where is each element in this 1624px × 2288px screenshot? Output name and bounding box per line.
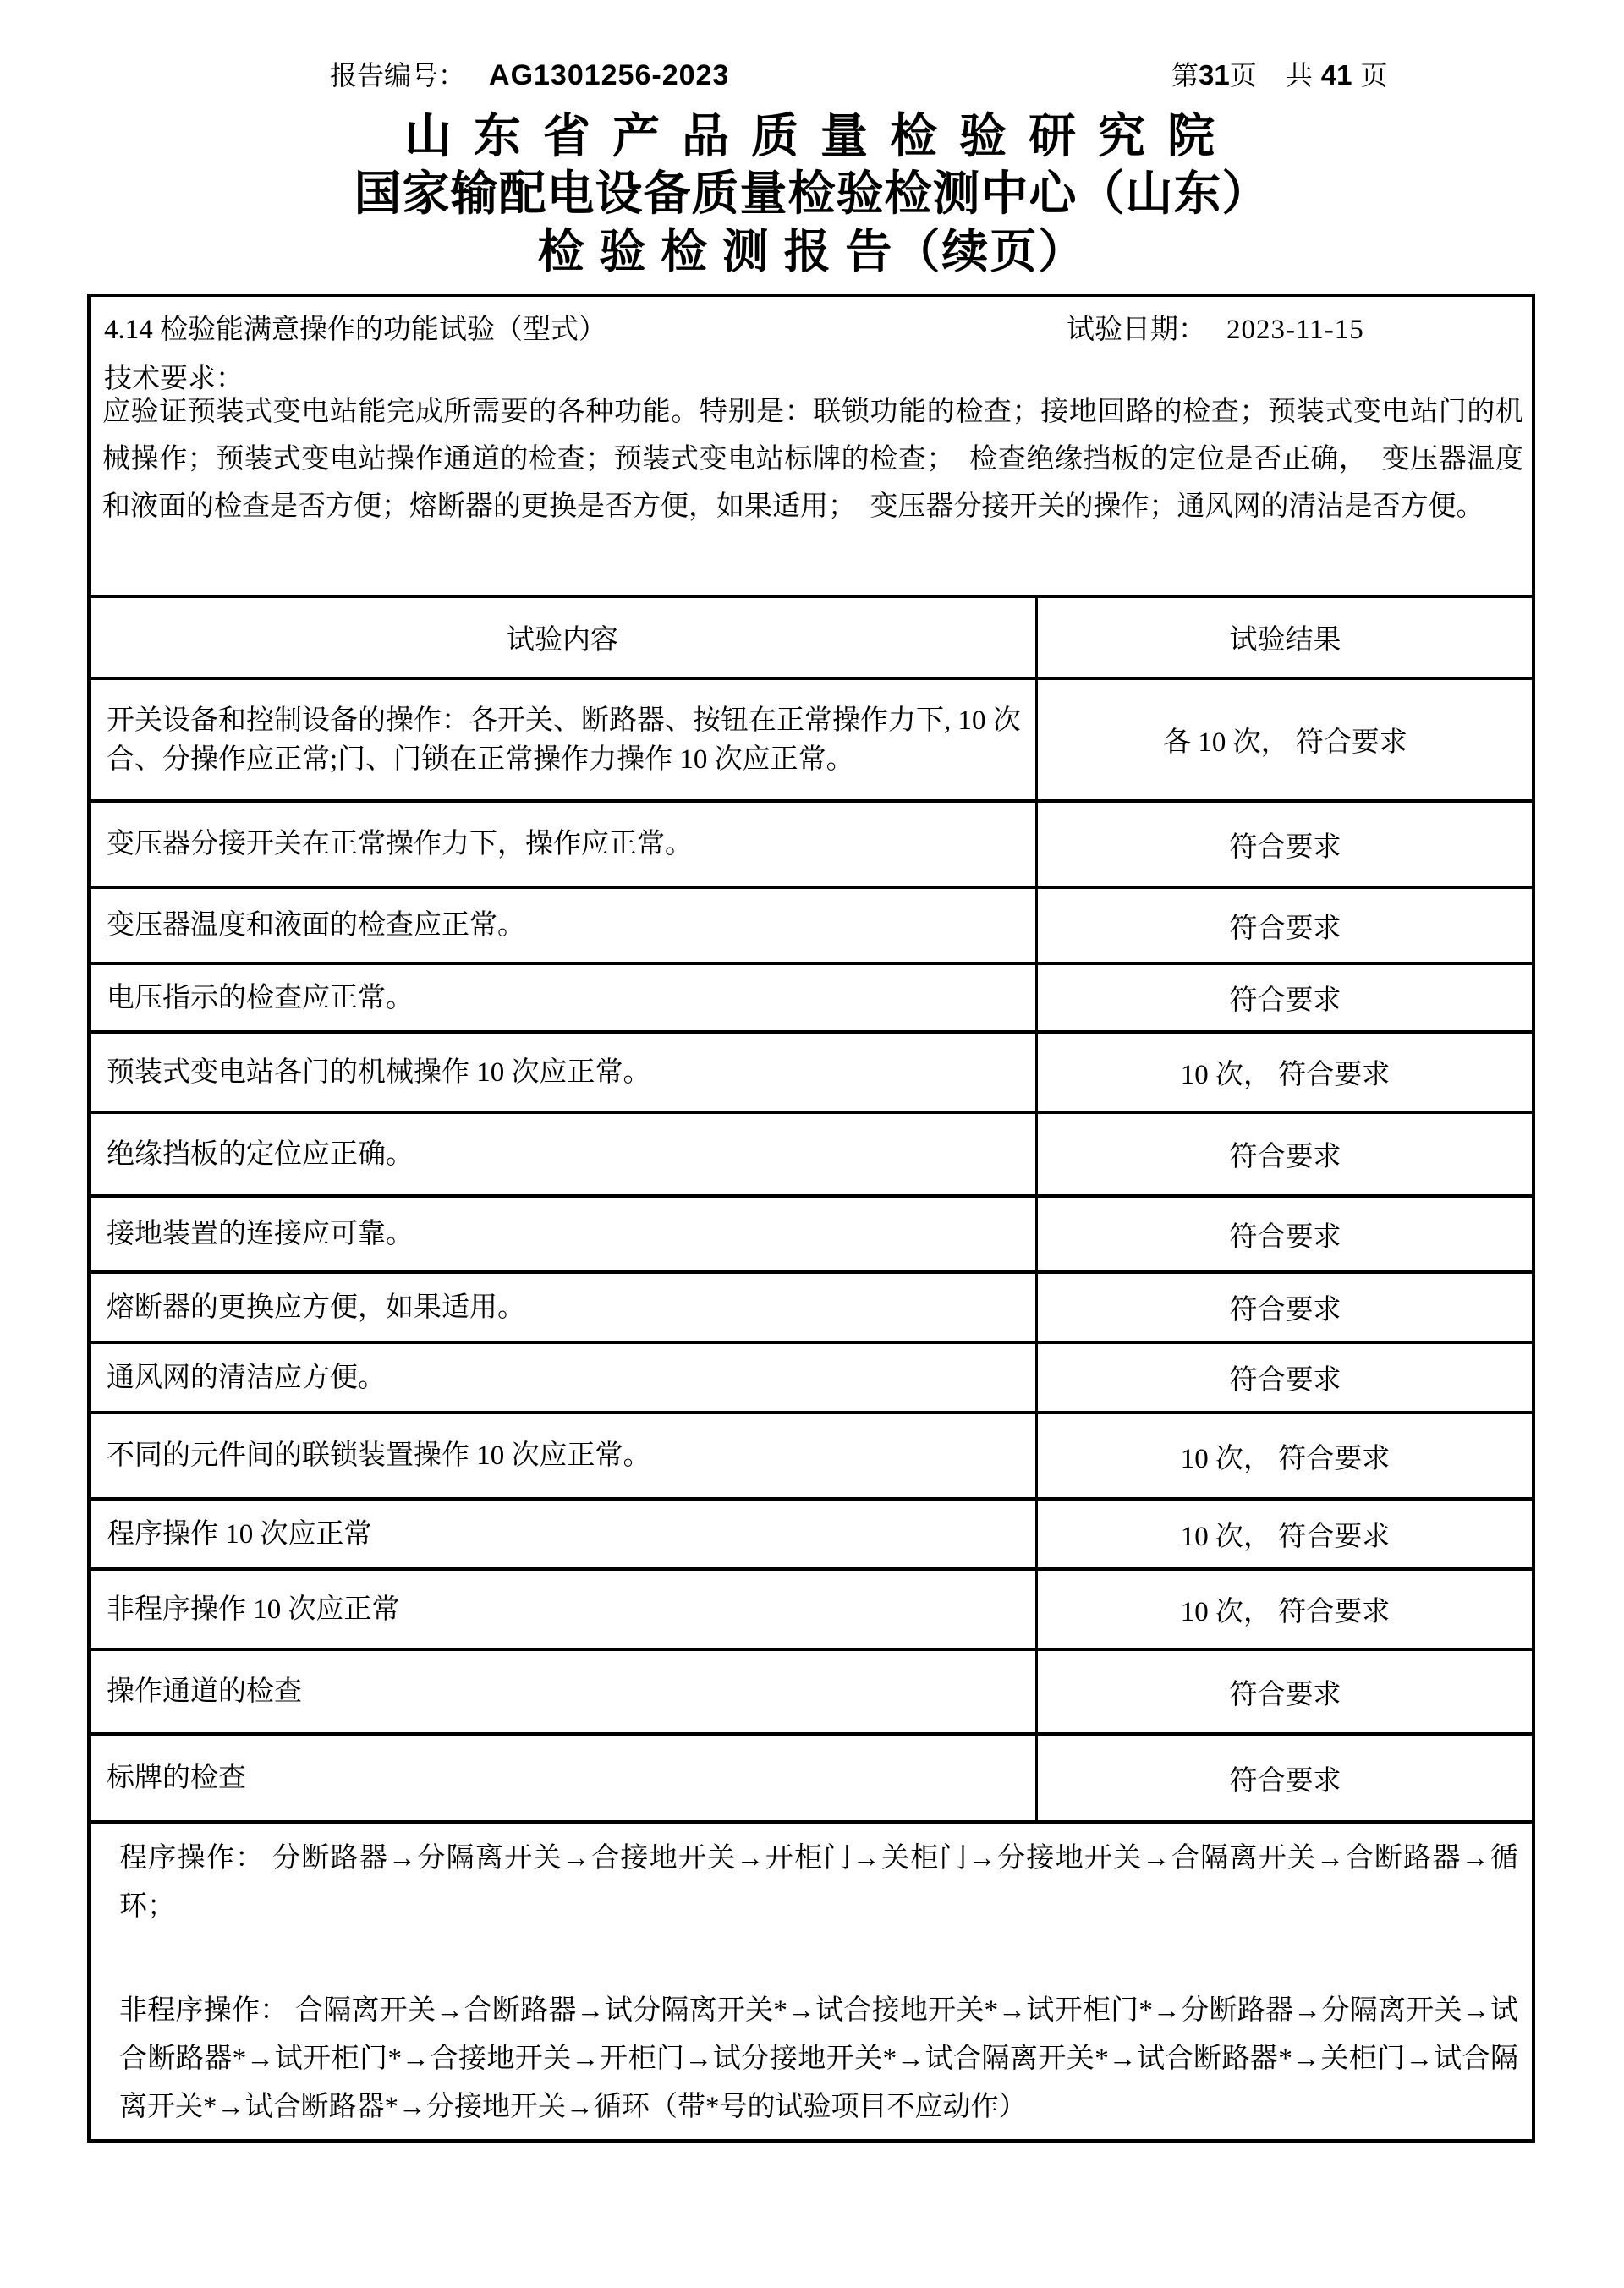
page-current: 31 (1199, 59, 1230, 91)
page-total: 41 (1320, 59, 1352, 91)
test-content-cell: 程序操作 10 次应正常 (89, 1499, 1037, 1569)
table-row (89, 801, 1534, 887)
test-result-cell: 符合要求 (1037, 1649, 1534, 1734)
table-row (89, 678, 1534, 801)
test-date-label: 试验日期： (1067, 315, 1206, 345)
test-date-value: 2023-11-15 (1226, 315, 1364, 345)
test-result-cell: 符合要求 (1037, 801, 1534, 887)
table-row (89, 1413, 1534, 1499)
page-total-prefix: 共 (1285, 60, 1313, 91)
test-content-cell: 非程序操作 10 次应正常 (89, 1569, 1037, 1649)
content-column-header: 试验内容 (89, 596, 1037, 678)
operation-notes (119, 1835, 1518, 2132)
test-content-cell: 接地装置的连接应可靠。 (89, 1196, 1037, 1272)
test-result-cell: 10 次， 符合要求 (1037, 1032, 1534, 1112)
test-content-cell: 电压指示的检查应正常。 (89, 963, 1037, 1032)
table-row (89, 1112, 1534, 1196)
test-content-cell: 操作通道的检查 (89, 1649, 1037, 1734)
result-column-header: 试验结果 (1037, 596, 1534, 678)
test-date (1067, 307, 1364, 347)
test-result-cell: 符合要求 (1037, 887, 1534, 963)
non-procedure-operation-note: 非程序操作： 合隔离开关→合断路器→试分隔离开关*→试合接地开关*→试开柜门*→分断路器→分隔离开关→试合断路器*→试开柜门*→合接地开关→开柜门→试分接地开关*→试合隔离开关*→试合断路器*→关柜门→试合隔离开关*→试合断路器*→分接地开关→循环（带*号的试验项目不应动作） (119, 1995, 1519, 2122)
test-result-cell: 符合要求 (1037, 963, 1534, 1032)
page-prefix: 第 (1171, 60, 1199, 91)
report-number-value: AG1301256-2023 (489, 59, 730, 91)
center-title: 国家输配电设备质量检验检测中心（山东） (354, 168, 1270, 221)
table-row (89, 1032, 1534, 1112)
test-result-cell: 符合要求 (1037, 1272, 1534, 1342)
tech-requirements-label: 技术要求： (104, 364, 244, 394)
table-row (89, 1272, 1534, 1342)
test-result-cell: 符合要求 (1037, 1196, 1534, 1272)
test-content-cell: 绝缘挡板的定位应正确。 (89, 1112, 1037, 1196)
section-heading-row (104, 307, 1518, 347)
page-unit-2: 页 (1360, 60, 1388, 91)
page-unit: 页 (1229, 60, 1257, 91)
tech-requirements-text: 应验证预装式变电站能完成所需要的各种功能。特别是：联锁功能的检查；接地回路的检查；预装式变电站门的机械操作；预装式变电站操作通道的检查；预装式变电站标牌的检查； 检查绝缘挡板的定位是否正确， 变压器温度和液面的检查是否方便；熔断器的更换是否方便，如果适用； 变压器分接开关的操作；通风网的清洁是否方便。 (102, 397, 1523, 522)
table-row (89, 1342, 1534, 1413)
report-title: 检 验 检 测 报 告（续页） (537, 226, 1087, 277)
test-content-cell: 不同的元件间的联锁装置操作 10 次应正常。 (89, 1413, 1037, 1499)
test-content-cell: 变压器分接开关在正常操作力下，操作应正常。 (89, 801, 1037, 887)
test-result-cell: 各 10 次， 符合要求 (1037, 678, 1534, 801)
test-table-body (89, 678, 1534, 1822)
test-content-cell: 开关设备和控制设备的操作：各开关、断路器、按钮在正常操作力下, 10 次合、分操作应正常;门、门锁在正常操作力操作 10 次应正常。 (89, 678, 1037, 801)
institute-title: 山 东 省 产 品 质 量 检 验 研 究 院 (404, 111, 1220, 163)
table-row (89, 963, 1534, 1032)
test-result-cell: 10 次， 符合要求 (1037, 1569, 1534, 1649)
section-heading: 4.14 检验能满意操作的功能试验（型式） (104, 315, 606, 345)
table-row (89, 1649, 1534, 1734)
table-row (89, 887, 1534, 963)
table-header-row (89, 596, 1534, 678)
page-header (0, 54, 1624, 95)
test-result-cell: 符合要求 (1037, 1342, 1534, 1413)
table-row (89, 1499, 1534, 1569)
report-number (330, 54, 729, 93)
test-result-cell: 10 次， 符合要求 (1037, 1499, 1534, 1569)
test-content-cell: 预装式变电站各门的机械操作 10 次应正常。 (89, 1032, 1037, 1112)
table-row (89, 1734, 1534, 1822)
test-content-cell: 通风网的清洁应方便。 (89, 1342, 1037, 1413)
report-number-label: 报告编号： (330, 60, 466, 91)
test-content-cell: 变压器温度和液面的检查应正常。 (89, 887, 1037, 963)
test-content-cell: 熔断器的更换应方便，如果适用。 (89, 1272, 1037, 1342)
procedure-operation-note: 程序操作： 分断路器→分隔离开关→合接地开关→开柜门→关柜门→分接地开关→合隔离开关→合断路器→循环； (119, 1843, 1519, 1922)
report-body-box (87, 294, 1535, 2143)
test-result-cell: 10 次， 符合要求 (1037, 1413, 1534, 1499)
table-row (89, 1569, 1534, 1649)
test-result-cell: 符合要求 (1037, 1112, 1534, 1196)
test-result-cell: 符合要求 (1037, 1734, 1534, 1822)
table-row (89, 1196, 1534, 1272)
page-indicator (1171, 54, 1388, 93)
test-content-cell: 标牌的检查 (89, 1734, 1037, 1822)
test-table (87, 595, 1535, 1824)
